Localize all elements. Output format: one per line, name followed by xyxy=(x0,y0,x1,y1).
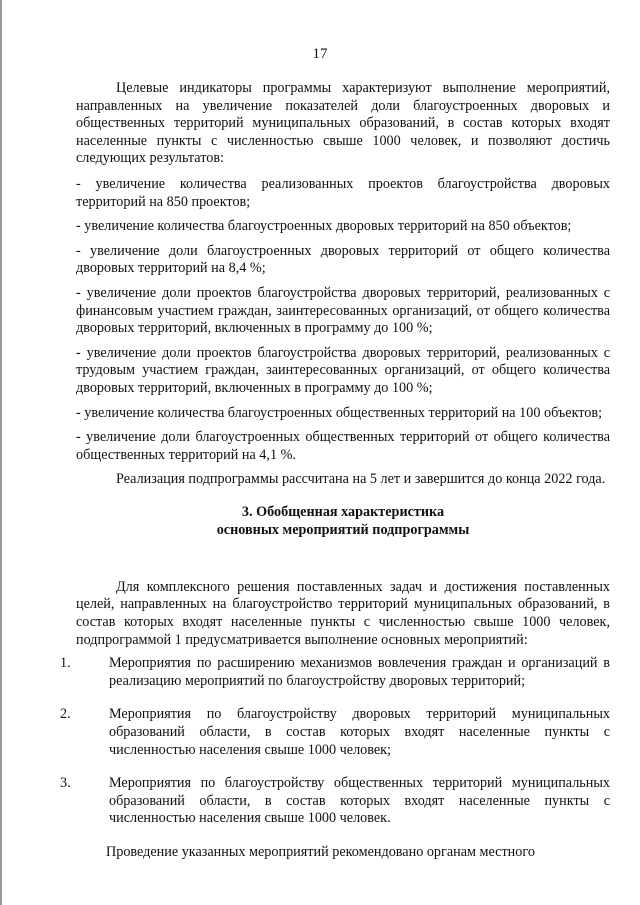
result-item: - увеличение количества благоустроенных общественных территорий на 100 объектов; xyxy=(76,404,603,421)
section-heading xyxy=(76,503,610,539)
result-item: - увеличение доли благоустроенных общественных территорий от общего количества общественных территорий на 4,1 %. xyxy=(76,429,610,463)
scan-edge xyxy=(0,0,2,905)
result-item: - увеличение доли проектов благоустройства дворовых территорий, реализованных с трудовым участием граждан, заинтересованных организаций, от общего количества дворовых территорий, включенных в программу до 100 %; xyxy=(76,344,610,396)
list-item-number: 1. xyxy=(60,655,71,672)
list-item xyxy=(60,655,610,690)
section-intro-paragraph: Для комплексного решения поставленных задач и достижения поставленных целей, направленных на благоустройство территорий муниципальных образований, в состав которых входят населенные пункты с численностью свыше 1000 человек, подпрограммой 1 предусматривается выполнение основных мероприятий: xyxy=(76,578,610,648)
section-heading-line2: основных мероприятий подпрограммы xyxy=(216,521,470,538)
list-item xyxy=(60,775,610,828)
result-item: - увеличение доли проектов благоустройства дворовых территорий, реализованных с финансовым участием граждан, заинтересованных организаций, от общего количества дворовых территорий, включенных в программу до 100 %; xyxy=(76,284,610,337)
list-item xyxy=(60,706,610,759)
measures-list xyxy=(60,655,610,828)
list-item-number: 3. xyxy=(60,775,71,792)
list-item-text: Мероприятия по благоустройству дворовых территорий муниципальных образований области, в состав которых входят населенные пункты с численностью населения свыше 1000 человек; xyxy=(109,706,610,758)
list-item-text: Мероприятия по расширению механизмов вовлечения граждан и организаций в реализацию мероприятий по благоустройству дворовых территорий; xyxy=(109,655,610,689)
realization-paragraph: Реализация подпрограммы рассчитана на 5 лет и завершится до конца 2022 года. xyxy=(116,471,606,488)
intro-paragraph: Целевые индикаторы программы характеризуют выполнение мероприятий, направленных на увеличение показателей доли благоустроенных дворовых и общественных территорий муниципальных образований, в состав которых входят населенные пункты с численностью свыше 1000 человек, и позволяют достичь следующих результатов: xyxy=(76,80,610,167)
page-number: 17 xyxy=(312,46,328,62)
result-item: - увеличение доли благоустроенных дворовых территорий от общего количества дворовых территорий на 8,4 %; xyxy=(76,242,610,277)
document-body xyxy=(60,80,610,862)
result-item: - увеличение количества благоустроенных дворовых территорий на 850 объектов; xyxy=(76,218,572,235)
list-item-text: Мероприятия по благоустройству общественных территорий муниципальных образований области, в состав которых входят населенные пункты с численностью населения свыше 1000 человек. xyxy=(109,775,610,827)
list-item-number: 2. xyxy=(60,706,71,723)
section-heading-line1: 3. Обобщенная характеристика xyxy=(241,503,445,520)
result-item: - увеличение количества реализованных проектов благоустройства дворовых территорий на 850 проектов; xyxy=(76,175,610,210)
closing-paragraph: Проведение указанных мероприятий рекомендовано органам местного xyxy=(106,844,535,860)
